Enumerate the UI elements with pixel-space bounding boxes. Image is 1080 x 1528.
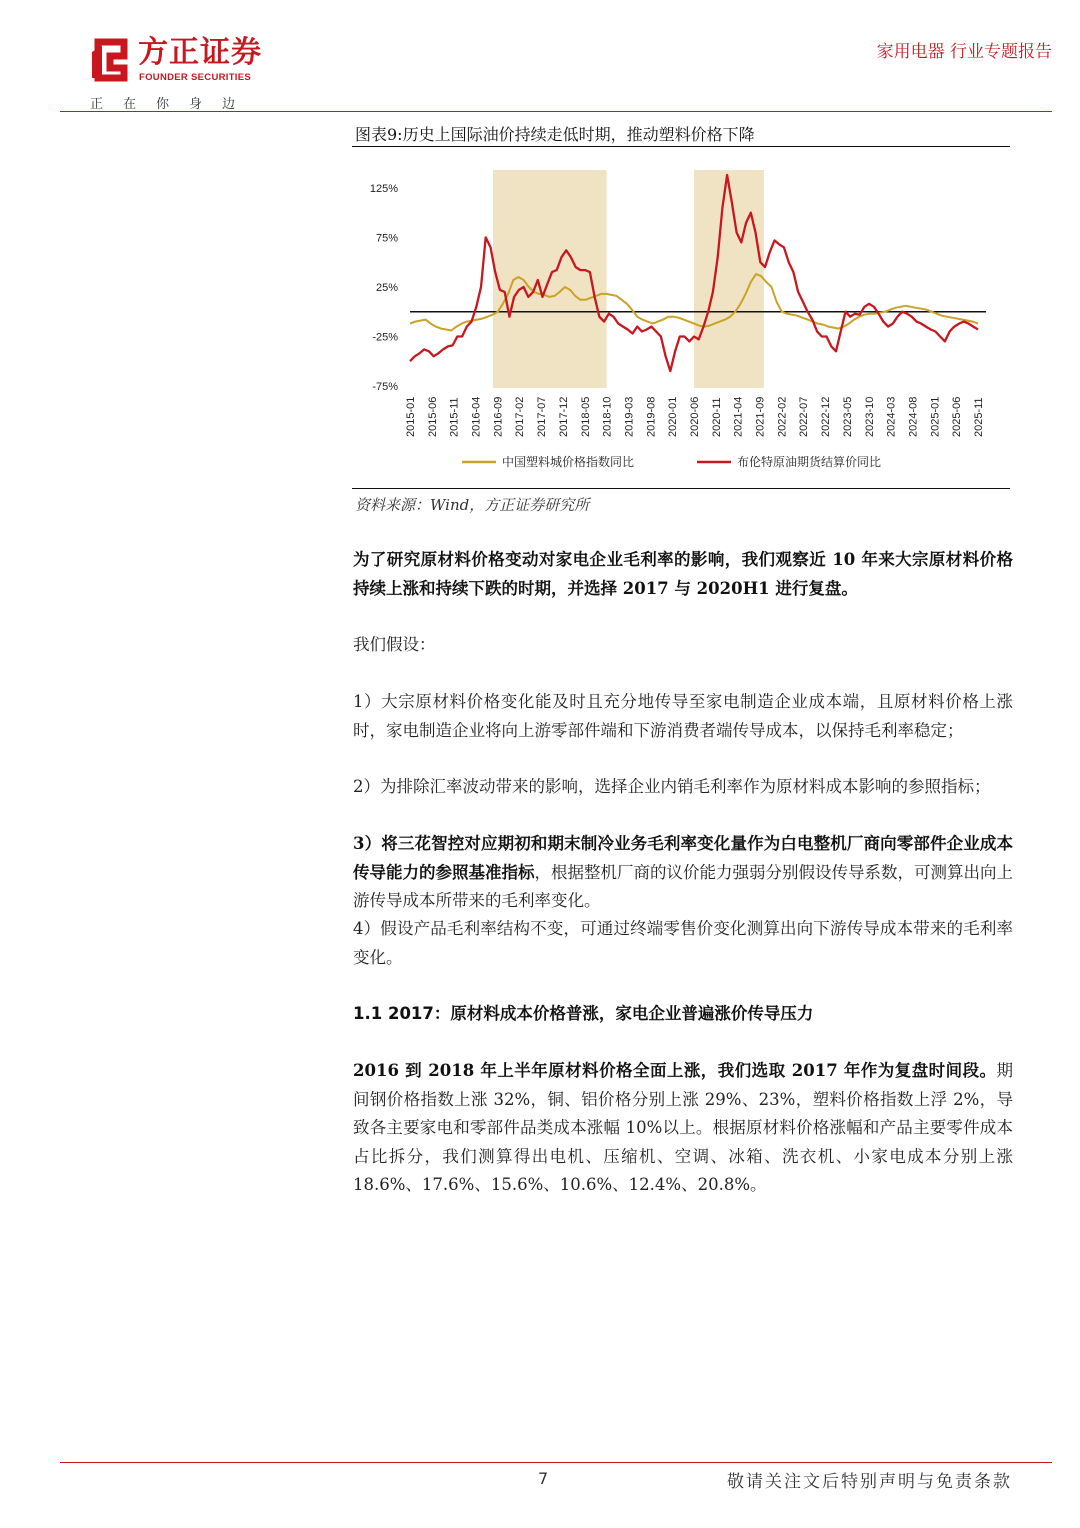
assumption-item-3 bbox=[353, 830, 1013, 916]
x-tick-label: 2018-10 bbox=[601, 396, 614, 437]
x-tick-label: 2025-11 bbox=[973, 397, 985, 437]
x-tick-label: 2022-02 bbox=[776, 396, 789, 437]
x-tick-label: 2017-02 bbox=[514, 396, 527, 437]
x-tick-label: 2020-01 bbox=[667, 396, 680, 437]
y-axis bbox=[370, 183, 398, 393]
x-tick-label: 2023-10 bbox=[863, 396, 876, 437]
x-tick-label: 2022-12 bbox=[820, 396, 833, 437]
x-tick-label: 2017-12 bbox=[557, 396, 570, 437]
x-tick-label: 2021-04 bbox=[732, 396, 745, 437]
x-tick-label: 2025-01 bbox=[929, 396, 942, 437]
x-axis bbox=[405, 397, 985, 437]
x-tick-label: 2018-05 bbox=[579, 396, 592, 437]
x-tick-label: 2019-08 bbox=[645, 396, 658, 437]
y-tick-label: -25% bbox=[372, 331, 398, 344]
x-tick-label: 2024-03 bbox=[885, 396, 898, 437]
founder-logo-icon bbox=[88, 38, 128, 82]
assumption-title: 我们假设： bbox=[353, 635, 436, 654]
figure-top-rule bbox=[352, 146, 1010, 147]
x-tick-label: 2016-09 bbox=[492, 396, 505, 437]
disclaimer-link[interactable]: 敬请关注文后特别声明与免责条款 bbox=[727, 1472, 1012, 1492]
x-tick-label: 2020-11 bbox=[710, 397, 723, 437]
figure-title: 图表9:历史上国际油价持续走低时期，推动塑料价格下降 bbox=[355, 125, 755, 144]
page-number: 7 bbox=[538, 1469, 549, 1488]
x-tick-label: 2015-01 bbox=[405, 396, 417, 437]
assumption-item-3-rest: ，根据整机厂商的议价能力强弱分别假设传导系数，可测算出向上游传导成本所带来的毛利率变化。 bbox=[353, 862, 1013, 910]
header-divider bbox=[60, 111, 1052, 112]
legend-label: 布伦特原油期货结算价同比 bbox=[737, 455, 882, 469]
section-heading: 1.1 2017：原材料成本价格普涨，家电企业普遍涨价传导压力 bbox=[353, 1004, 814, 1023]
company-name-cn: 方正证券 bbox=[138, 35, 262, 70]
legend-label: 中国塑料城价格指数同比 bbox=[502, 455, 635, 469]
x-tick-label: 2023-05 bbox=[841, 396, 854, 437]
x-tick-label: 2017-07 bbox=[536, 396, 549, 437]
figure-bottom-rule bbox=[352, 488, 1010, 489]
section-paragraph-bold: 2016 到 2018 年上半年原材料价格全面上涨，我们选取 2017 年作为复盘时间段。 bbox=[353, 1061, 997, 1080]
intro-paragraph: 为了研究原材料价格变动对家电企业毛利率的影响，我们观察近 10 年来大宗原材料价格持续上涨和持续下跌的时期，并选择 2017 与 2020H1 进行复盘。 bbox=[353, 550, 1013, 598]
y-tick-label: 75% bbox=[375, 232, 398, 245]
x-tick-label: 2022-07 bbox=[798, 396, 811, 437]
x-tick-label: 2024-08 bbox=[907, 396, 920, 437]
x-tick-label: 2015-06 bbox=[426, 396, 439, 437]
assumption-item-3-bold: 3）将三花智控对应期初和期末制冷业务毛利率变化量作为白电整机厂商向零部件企业成本传导能力的参照基准指标 bbox=[353, 834, 1013, 882]
section-paragraph-rest: 期间钢价格指数上涨 32%，铜、铝价格分别上涨 29%、23%，塑料价格指数上浮 2%，导致各主要家电和零部件品类成本涨幅 10%以上。根据原材料价格涨幅和产品主要零件成本占比拆分，我们测算得出电机、压缩机、空调、冰箱、洗衣机、小家电成本分别上涨 18.6%、17.6%、15.6%、10.6%、12.4%、20.8%。 bbox=[353, 1061, 1013, 1194]
section-paragraph bbox=[353, 1057, 1013, 1200]
assumption-item-2: 2）为排除汇率波动带来的影响，选择企业内销毛利率作为原材料成本影响的参照指标； bbox=[353, 777, 991, 796]
y-tick-label: -75% bbox=[372, 381, 398, 393]
assumption-item-4: 4）假设产品毛利率结构不变，可通过终端零售价变化测算出向下游传导成本带来的毛利率变化。 bbox=[353, 919, 1013, 967]
footer-divider bbox=[60, 1462, 1052, 1463]
company-slogan: 正在你身边 bbox=[90, 97, 256, 112]
x-tick-label: 2019-03 bbox=[623, 396, 636, 437]
x-tick-label: 2021-09 bbox=[754, 396, 767, 437]
y-tick-label: 125% bbox=[369, 182, 398, 195]
company-name-en: FOUNDER SECURITIES bbox=[139, 72, 252, 83]
report-type: 家用电器 行业专题报告 bbox=[876, 42, 1052, 62]
x-tick-label: 2025-06 bbox=[951, 396, 964, 437]
line-chart bbox=[352, 150, 1010, 485]
y-tick-label: 25% bbox=[375, 281, 398, 294]
assumption-item-1: 1）大宗原材料价格变化能及时且充分地传导至家电制造企业成本端，且原材料价格上涨时，家电制造企业将向上游零部件端和下游消费者端传导成本，以保持毛利率稳定； bbox=[353, 692, 1013, 740]
chart-legend bbox=[462, 454, 881, 469]
figure-source: 资料来源：Wind，方正证券研究所 bbox=[355, 496, 590, 514]
x-tick-label: 2015-11 bbox=[448, 397, 461, 437]
x-tick-label: 2020-06 bbox=[689, 396, 701, 437]
x-tick-label: 2016-04 bbox=[470, 396, 483, 437]
